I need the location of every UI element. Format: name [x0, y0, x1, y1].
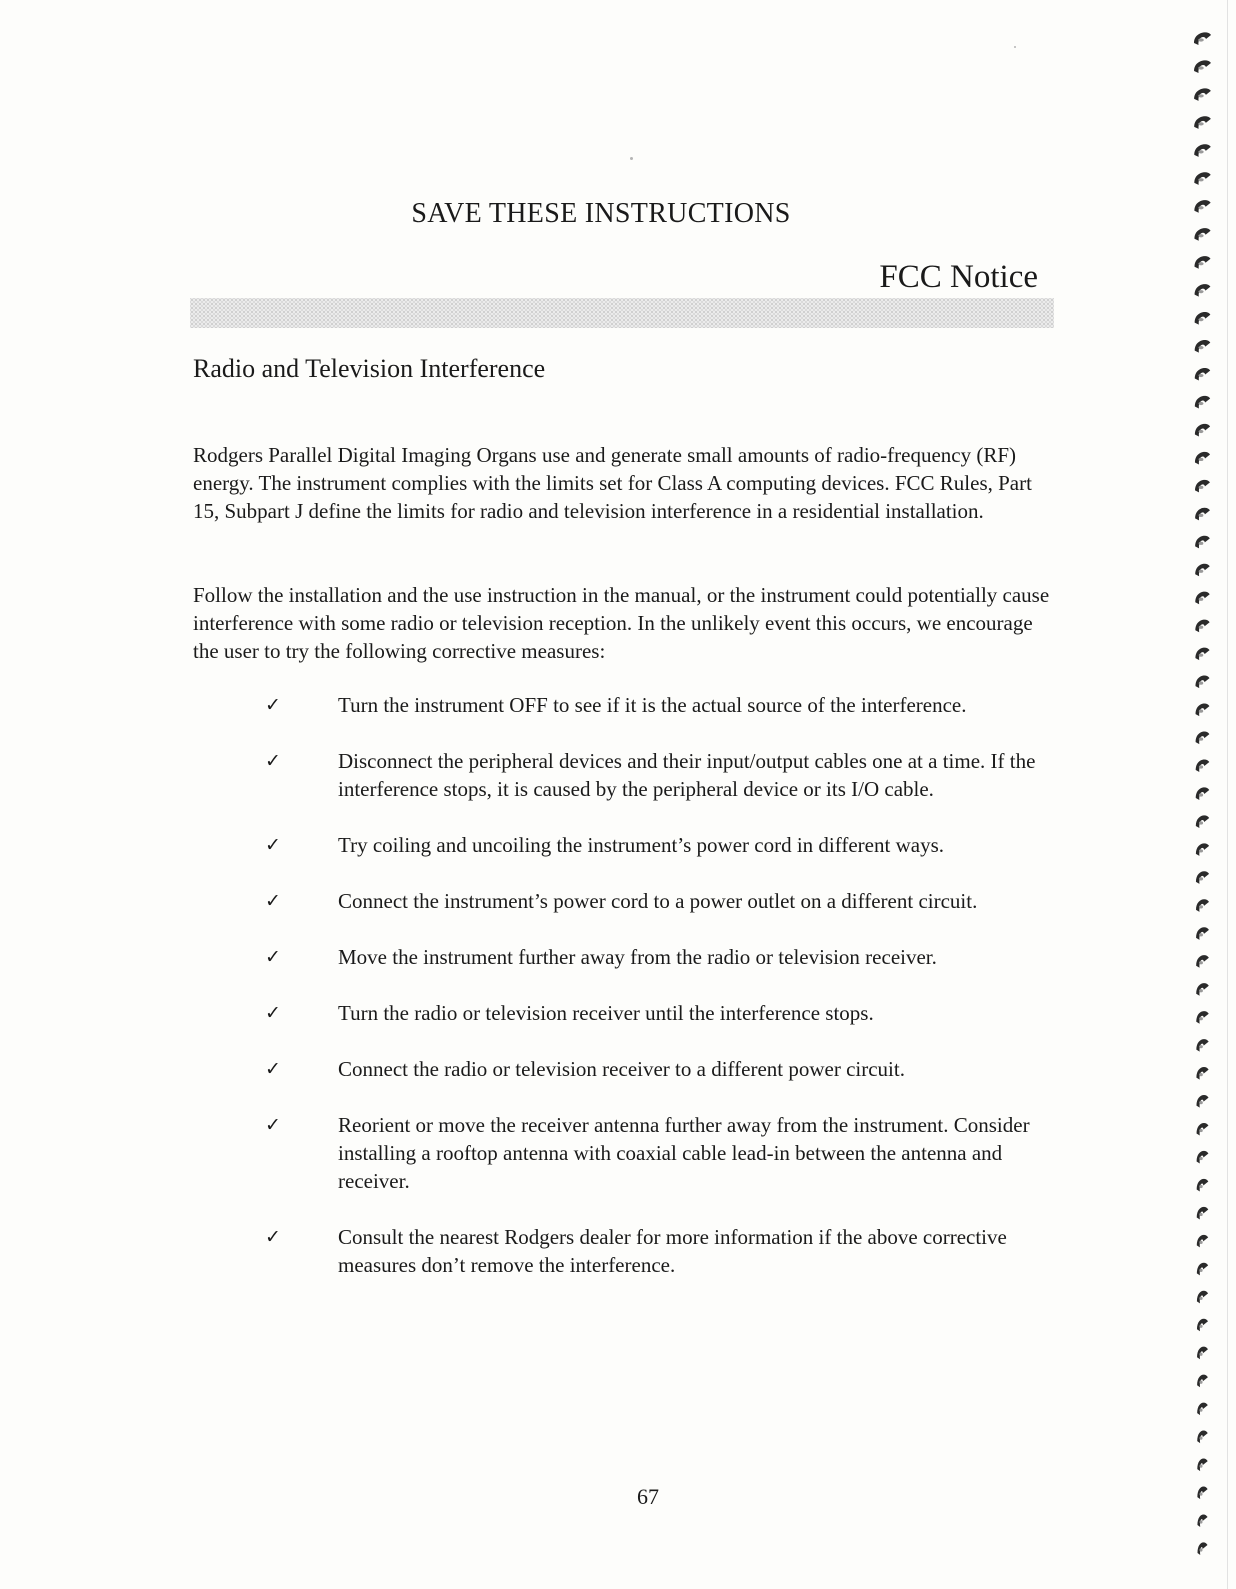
binding-ring-icon [1196, 871, 1209, 884]
binding-ring-hole [1199, 877, 1203, 880]
binding-ring-hole [1198, 178, 1203, 181]
binding-ring-shape [1195, 396, 1210, 409]
check-mark-icon: ✓ [265, 890, 281, 912]
binding-ring-hole [1199, 961, 1203, 964]
measure-text: Disconnect the peripheral devices and their input/output cables one at a time. If the interference stops, it is caused by the peripheral device or its I/O cable. [338, 749, 1036, 801]
binding-ring-shape [1195, 452, 1210, 465]
binding-ring-hole [1199, 458, 1204, 461]
binding-ring-hole [1199, 542, 1204, 545]
binding-ring-hole [1199, 1017, 1203, 1020]
binding-ring-icon [1196, 1067, 1208, 1080]
binding-ring-shape [1195, 480, 1210, 493]
list-item [193, 999, 1063, 1027]
binding-ring-icon [1194, 60, 1211, 73]
binding-ring-icon [1196, 983, 1209, 996]
binding-ring-hole [1199, 1297, 1202, 1300]
binding-ring-icon [1195, 368, 1210, 381]
binding-ring-shape [1195, 648, 1209, 661]
binding-ring-hole [1199, 1409, 1202, 1412]
binding-ring-icon [1195, 340, 1211, 353]
binding-ring-shape [1196, 955, 1209, 968]
binding-ring-hole [1199, 486, 1204, 489]
binding-ring-shape [1197, 1347, 1208, 1360]
spiral-binding [1188, 28, 1214, 1568]
binding-ring-icon [1197, 1431, 1208, 1444]
binding-ring-icon [1196, 759, 1210, 772]
binding-ring-icon [1196, 815, 1209, 828]
binding-ring-icon [1195, 676, 1209, 689]
binding-ring-hole [1199, 1073, 1203, 1076]
binding-ring-shape [1196, 1039, 1208, 1052]
binding-ring-icon [1196, 1011, 1208, 1024]
save-instructions-heading: SAVE THESE INSTRUCTIONS [411, 198, 791, 229]
binding-ring-hole [1199, 430, 1204, 433]
binding-ring-hole [1199, 1101, 1203, 1104]
measure-text: Consult the nearest Rodgers dealer for more information if the above corrective measures don’t remove the interference. [338, 1225, 1007, 1277]
binding-ring-hole [1199, 402, 1204, 405]
binding-ring-hole [1200, 1548, 1203, 1551]
binding-ring-icon [1197, 1263, 1208, 1276]
binding-ring-icon [1195, 312, 1211, 325]
binding-ring-icon [1194, 172, 1210, 185]
binding-ring-shape [1196, 731, 1210, 744]
binding-ring-shape [1196, 983, 1209, 996]
binding-ring-hole [1199, 1241, 1202, 1244]
binding-ring-hole [1198, 122, 1203, 125]
list-item [193, 1223, 1063, 1279]
binding-ring-hole [1198, 66, 1204, 69]
binding-ring-icon [1194, 228, 1210, 241]
check-mark-icon: ✓ [265, 834, 281, 856]
binding-ring-shape [1196, 787, 1210, 800]
binding-ring-shape [1197, 1459, 1207, 1472]
binding-ring-hole [1199, 1045, 1203, 1048]
binding-ring-shape [1197, 1291, 1208, 1304]
binding-ring-hole [1198, 262, 1203, 265]
binding-ring-shape [1196, 1095, 1208, 1108]
binding-ring-hole [1199, 1185, 1202, 1188]
check-mark-icon: ✓ [265, 1058, 281, 1080]
binding-ring-hole [1198, 346, 1203, 349]
binding-ring-icon [1197, 1291, 1208, 1304]
binding-ring-hole [1198, 234, 1203, 237]
binding-ring-icon [1197, 1123, 1209, 1136]
binding-ring-icon [1196, 1039, 1208, 1052]
binding-ring-shape [1195, 340, 1211, 353]
binding-ring-hole [1199, 1437, 1202, 1440]
measure-text: Try coiling and uncoiling the instrument’s power cord in different ways. [338, 833, 944, 857]
binding-ring-hole [1200, 1465, 1203, 1468]
binding-ring-icon [1197, 1375, 1208, 1388]
binding-ring-icon [1194, 144, 1210, 157]
binding-ring-hole [1199, 905, 1203, 908]
binding-ring-hole [1199, 1269, 1202, 1272]
list-item [193, 1055, 1063, 1083]
list-item [193, 1111, 1063, 1195]
binding-ring-hole [1199, 1325, 1202, 1328]
binding-ring-shape [1196, 759, 1210, 772]
binding-ring-icon [1195, 592, 1209, 605]
binding-ring-shape [1195, 564, 1210, 577]
binding-ring-icon [1197, 1319, 1208, 1332]
binding-ring-hole [1199, 626, 1204, 629]
binding-ring-icon [1196, 899, 1209, 912]
binding-ring-icon [1195, 564, 1210, 577]
binding-ring-icon [1197, 1179, 1209, 1192]
binding-ring-hole [1198, 290, 1203, 293]
binding-ring-icon [1197, 1514, 1207, 1527]
binding-ring-hole [1199, 793, 1203, 796]
binding-ring-shape [1197, 1375, 1208, 1388]
binding-ring-hole [1199, 1381, 1202, 1384]
scan-speck [630, 157, 633, 160]
binding-ring-shape [1195, 676, 1209, 689]
binding-ring-shape [1197, 1263, 1208, 1276]
binding-ring-shape [1196, 899, 1209, 912]
measure-text: Reorient or move the receiver antenna further away from the instrument. Consider installing a rooftop antenna with coaxial cable lead-in between the antenna and receiver. [338, 1113, 1030, 1193]
binding-ring-icon [1195, 536, 1210, 549]
binding-ring-hole [1198, 206, 1203, 209]
section-divider-bar [190, 298, 1054, 328]
binding-ring-shape [1195, 508, 1210, 521]
binding-ring-shape [1197, 1123, 1209, 1136]
binding-ring-shape [1197, 1319, 1208, 1332]
binding-ring-hole [1199, 737, 1203, 740]
binding-ring-icon [1197, 1207, 1209, 1220]
measure-text: Turn the instrument OFF to see if it is the actual source of the interference. [338, 693, 967, 717]
binding-ring-icon [1197, 1151, 1209, 1164]
check-mark-icon: ✓ [265, 694, 281, 716]
intro-paragraph: Rodgers Parallel Digital Imaging Organs use and generate small amounts of radio-frequency (RF) energy. The instrument complies with the limits set for Class A computing devices. FCC Rules, Part 15, Subpart J define the limits for radio and television interference in a residential installation. [193, 443, 1032, 523]
binding-ring-shape [1196, 927, 1209, 940]
list-item [193, 747, 1063, 803]
binding-ring-icon [1197, 1459, 1207, 1472]
binding-ring-hole [1198, 318, 1203, 321]
binding-ring-icon [1194, 116, 1211, 129]
binding-ring-icon [1195, 508, 1210, 521]
binding-ring-shape [1195, 620, 1209, 633]
binding-ring-shape [1196, 871, 1209, 884]
list-item [193, 691, 1063, 719]
binding-ring-shape [1196, 815, 1209, 828]
binding-ring-shape [1196, 1011, 1208, 1024]
scan-speck [1014, 46, 1016, 48]
section-title: FCC Notice [879, 259, 1038, 295]
list-item [193, 943, 1063, 971]
page-number: 67 [637, 1484, 659, 1509]
binding-ring-hole [1199, 821, 1203, 824]
check-mark-icon: ✓ [265, 750, 281, 772]
binding-ring-hole [1199, 514, 1204, 517]
binding-ring-hole [1199, 598, 1204, 601]
list-item [193, 831, 1063, 859]
page-edge-line [1227, 0, 1228, 1589]
binding-ring-shape [1195, 424, 1210, 437]
binding-ring-hole [1198, 38, 1204, 41]
binding-ring-hole [1199, 682, 1203, 685]
binding-ring-icon [1195, 284, 1211, 297]
binding-ring-shape [1195, 592, 1209, 605]
binding-ring-icon [1196, 843, 1209, 856]
binding-ring-hole [1198, 94, 1203, 97]
check-mark-icon: ✓ [265, 1002, 281, 1024]
binding-ring-icon [1197, 1486, 1207, 1499]
binding-ring-shape [1197, 1486, 1207, 1499]
binding-ring-icon [1197, 1347, 1208, 1360]
binding-ring-icon [1197, 1235, 1208, 1248]
binding-ring-icon [1195, 480, 1210, 493]
subsection-title: Radio and Television Interference [193, 354, 546, 383]
binding-ring-icon [1196, 1095, 1208, 1108]
binding-ring-hole [1199, 849, 1203, 852]
check-mark-icon: ✓ [265, 1114, 281, 1136]
binding-ring-icon [1196, 927, 1209, 940]
binding-ring-shape [1195, 536, 1210, 549]
binding-ring-hole [1199, 933, 1203, 936]
binding-ring-icon [1195, 452, 1210, 465]
check-mark-icon: ✓ [265, 1226, 281, 1248]
corrective-measures-list [193, 691, 1063, 1307]
binding-ring-shape [1197, 1403, 1208, 1416]
check-mark-icon: ✓ [265, 946, 281, 968]
binding-ring-hole [1199, 570, 1204, 573]
binding-ring-hole [1199, 1353, 1202, 1356]
binding-ring-hole [1200, 1492, 1203, 1495]
binding-ring-shape [1197, 1514, 1207, 1527]
binding-ring-icon [1195, 620, 1209, 633]
binding-ring-shape [1197, 1235, 1208, 1248]
binding-ring-shape [1197, 1207, 1209, 1220]
binding-ring-shape [1196, 843, 1209, 856]
binding-ring-icon [1195, 424, 1210, 437]
binding-ring-shape [1195, 312, 1211, 325]
binding-ring-hole [1199, 1129, 1203, 1132]
binding-ring-hole [1200, 1520, 1203, 1523]
binding-ring-icon [1196, 731, 1210, 744]
binding-ring-hole [1199, 710, 1203, 713]
binding-ring-icon [1194, 88, 1211, 101]
binding-ring-hole [1199, 374, 1204, 377]
binding-ring-hole [1198, 150, 1203, 153]
binding-ring-hole [1199, 765, 1203, 768]
binding-ring-icon [1194, 32, 1211, 45]
binding-ring-icon [1197, 1403, 1208, 1416]
binding-ring-shape [1197, 1179, 1209, 1192]
binding-ring-shape [1196, 1067, 1208, 1080]
binding-ring-shape [1198, 1542, 1208, 1555]
binding-ring-icon [1198, 1542, 1208, 1555]
binding-ring-shape [1196, 704, 1210, 717]
binding-ring-icon [1195, 396, 1210, 409]
binding-ring-hole [1199, 989, 1203, 992]
measure-text: Connect the radio or television receiver to a different power circuit. [338, 1057, 905, 1081]
binding-ring-icon [1195, 256, 1211, 269]
binding-ring-icon [1196, 955, 1209, 968]
binding-ring-shape [1197, 1151, 1209, 1164]
binding-ring-icon [1196, 787, 1210, 800]
measure-text: Turn the radio or television receiver until the interference stops. [338, 1001, 874, 1025]
binding-ring-hole [1199, 654, 1203, 657]
binding-ring-icon [1194, 200, 1210, 213]
binding-ring-hole [1199, 1157, 1203, 1160]
binding-ring-hole [1199, 1213, 1202, 1216]
list-item [193, 887, 1063, 915]
binding-ring-shape [1197, 1431, 1208, 1444]
instructions-paragraph: Follow the installation and the use instruction in the manual, or the instrument could potentially cause interference with some radio or television reception. In the unlikely event this occurs, we encourage the user to try the following corrective measures: [193, 583, 1050, 663]
measure-text: Connect the instrument’s power cord to a power outlet on a different circuit. [338, 889, 978, 913]
binding-ring-icon [1195, 648, 1209, 661]
measure-text: Move the instrument further away from the radio or television receiver. [338, 945, 937, 969]
binding-ring-icon [1196, 704, 1210, 717]
binding-ring-shape [1195, 368, 1210, 381]
